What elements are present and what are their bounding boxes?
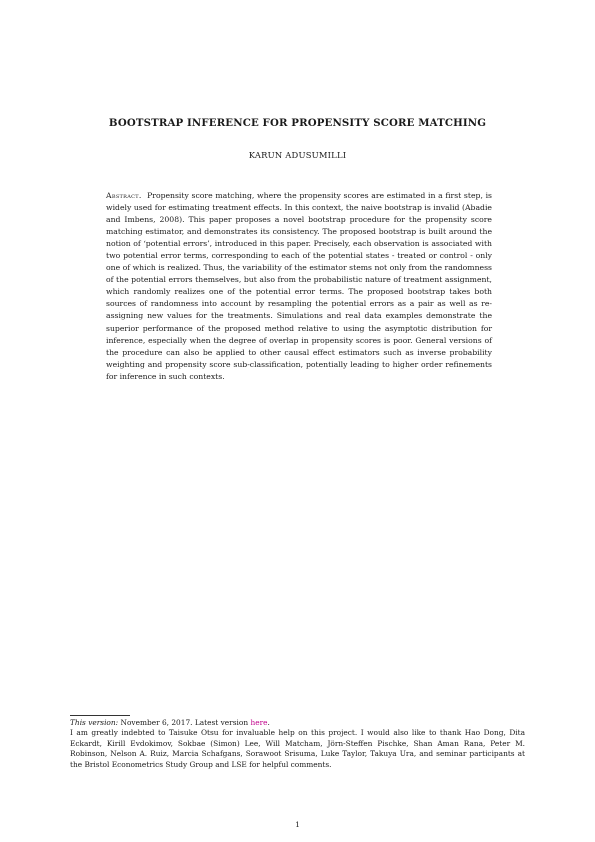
abstract bbox=[106, 190, 492, 383]
latest-version-link[interactable]: here bbox=[250, 718, 268, 727]
version-link-end: . bbox=[267, 718, 270, 727]
abstract-text: Propensity score matching, where the propensity scores are estimated in a first step, is widely used for estimating treatment effects. In this context, the naive bootstrap is invalid (Abadie and Imbens, 2008). This paper proposes a novel bootstrap procedure for the propensity score matching estimator, and demonstrates its consistency. The proposed bootstrap is built around the notion of ‘potential errors’, introduced in this paper. Precisely, each observation is associated with two potential error terms, corresponding to each of the potential states - treated or control - only one of which is realized. Thus, the variability of the estimator stems not only from the randomness of the potential errors themselves, but also from the probabilistic nature of treatment assignment, which randomly realizes one of the potential error terms. The proposed bootstrap takes both sources of randomness into account by resampling the potential errors as a pair as well as re-assigning new values for the treatments. Simulations and real data examples demonstrate the superior performance of the proposed method relative to using the asymptotic distribution for inference, especially when the degree of overlap in propensity scores is poor. General versions of the procedure can also be applied to other causal effect estimators such as inverse probability weighting and propensity score sub-classification, potentially leading to higher order refinements for inference in such contexts. bbox=[106, 191, 492, 381]
author-name: KARUN ADUSUMILLI bbox=[248, 150, 347, 160]
version-label: This version: bbox=[70, 718, 119, 727]
paper-title: BOOTSTRAP INFERENCE FOR PROPENSITY SCORE MATCHING bbox=[108, 117, 487, 129]
footnote bbox=[70, 718, 525, 770]
version-date: November 6, 2017. Latest version bbox=[118, 718, 251, 727]
abstract-heading: Abstract. bbox=[106, 191, 142, 200]
footnote-rule bbox=[70, 715, 130, 716]
page-number: 1 bbox=[295, 820, 300, 829]
acknowledgements: I am greatly indebted to Taisuke Otsu for invaluable help on this project. I would also like to thank Hao Dong, Dita Eckardt, Kirill Evdokimov, Sokbae (Simon) Lee, Will Matcham, Jörn-Steffen Pischke, Shan Aman Rana, Peter M. Robinson, Nelson A. Ruiz, Marcia Schafgans, Sorawoot Srisuma, Luke Taylor, Takuya Ura, and seminar participants at the Bristol Econometrics Study Group and LSE for helpful comments. bbox=[70, 728, 525, 769]
